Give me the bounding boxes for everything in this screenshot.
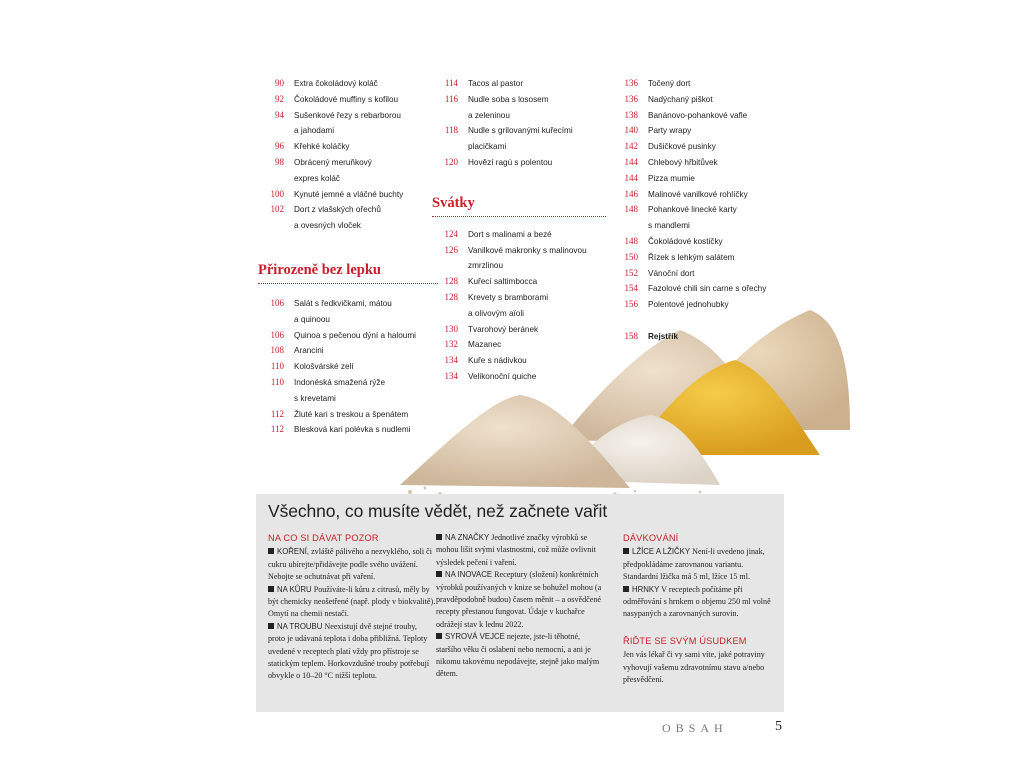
toc-title: Pohankové linecké karty xyxy=(648,205,737,215)
section-label: OBSAH xyxy=(662,721,728,735)
toc-entry[interactable] xyxy=(432,337,606,353)
toc-page-number: 112 xyxy=(270,408,284,419)
toc-title: Sušenkové řezy s rebarborou xyxy=(294,110,401,120)
toc-title: placičkami xyxy=(468,142,507,152)
info-paragraph: HRNKY V receptech počítáme při odměřování s hrnkem o objemu 250 ml volně nasypaných a zarovnaných surovin. xyxy=(623,584,771,619)
toc-entry[interactable] xyxy=(612,281,788,297)
toc-title: Kuře s nádivkou xyxy=(468,356,527,366)
toc-entry[interactable] xyxy=(612,155,788,171)
toc-page-number: 134 xyxy=(444,370,458,381)
toc-entry-continuation xyxy=(432,108,606,124)
info-heading: DÁVKOVÁNÍ xyxy=(623,533,679,543)
toc-entry-continuation xyxy=(612,218,788,234)
toc-entry[interactable] xyxy=(258,92,438,108)
toc-entry[interactable] xyxy=(432,123,606,139)
toc-title: a jahodami xyxy=(294,126,335,136)
toc-page-number: 158 xyxy=(624,330,638,341)
toc-page-number: 120 xyxy=(444,156,458,167)
toc-entry[interactable] xyxy=(612,250,788,266)
info-paragraph: NA TROUBU Neexistují dvě stejné trouby, proto je udávaná teplota i doba přibližná. Teploty uvedené v receptech platí vždy pro přístroje se statickým teplem. Horkovzdušné trouby potřebují obvykle o 10–20 °C nižší teplotu. xyxy=(268,621,430,681)
toc-list-baking xyxy=(258,76,438,234)
toc-entry[interactable] xyxy=(432,353,606,369)
toc-page-number: 98 xyxy=(275,156,284,167)
toc-title: zmrzlinou xyxy=(468,261,504,271)
toc-page-number: 152 xyxy=(624,267,638,278)
toc-page-number: 106 xyxy=(270,329,284,340)
toc-page-number: 94 xyxy=(275,109,284,120)
toc-entry[interactable] xyxy=(612,108,788,124)
toc-entry[interactable] xyxy=(432,92,606,108)
toc-title: Arancini xyxy=(294,346,324,356)
toc-title: Kološvárské zelí xyxy=(294,362,354,372)
toc-title: Obrácený meruňkový xyxy=(294,157,372,167)
toc-entry-continuation xyxy=(258,123,438,139)
toc-title: Nudle soba s lososem xyxy=(468,94,549,104)
toc-title: Kynuté jemné a vláčné buchty xyxy=(294,189,404,199)
toc-page-number: 112 xyxy=(270,424,284,435)
toc-entry-continuation xyxy=(258,391,438,407)
toc-page-number: 134 xyxy=(444,355,458,366)
toc-page-number: 144 xyxy=(624,172,638,183)
toc-entry[interactable] xyxy=(612,92,788,108)
square-bullet-icon xyxy=(623,586,629,592)
toc-title: s krevetami xyxy=(294,393,336,403)
toc-page-number: 136 xyxy=(624,78,638,88)
toc-page-number: 148 xyxy=(624,204,638,215)
toc-page-number: 114 xyxy=(444,78,458,88)
toc-page-number: 92 xyxy=(275,93,284,104)
toc-page-number: 128 xyxy=(444,276,458,287)
toc-title: Blesková kari polévka s nudlemi xyxy=(294,425,411,435)
square-bullet-icon xyxy=(436,571,442,577)
toc-entry[interactable] xyxy=(612,234,788,250)
square-bullet-icon xyxy=(268,586,274,592)
info-column-1 xyxy=(268,532,436,683)
toc-page-number: 126 xyxy=(444,244,458,255)
toc-title: Točený dort xyxy=(648,79,691,88)
toc-page-number: 138 xyxy=(624,109,638,120)
toc-page-number: 150 xyxy=(624,251,638,262)
toc-page-number: 102 xyxy=(270,204,284,215)
toc-title: Dort z vlašských ořechů xyxy=(294,205,381,215)
toc-title: Malinové vanilkové rohlíčky xyxy=(648,189,748,199)
toc-page-number: 118 xyxy=(444,125,458,136)
toc-title: Quinoa s pečenou dýní a haloumi xyxy=(294,330,416,340)
toc-title: Mazanec xyxy=(468,340,502,350)
toc-entry[interactable] xyxy=(258,155,438,171)
toc-entry[interactable] xyxy=(612,171,788,187)
toc-column-3 xyxy=(612,76,788,345)
info-heading: ŘIĎTE SE SVÝM ÚSUDKEM xyxy=(623,635,747,646)
toc-page-number: 136 xyxy=(624,93,638,104)
toc-title: Indonéská smažená rýže xyxy=(294,377,386,387)
toc-entry[interactable] xyxy=(432,369,606,385)
toc-title: Dort s malinami a bezé xyxy=(468,229,552,239)
toc-list-holidays xyxy=(432,227,606,385)
toc-title: Tvarohový beránek xyxy=(468,324,539,334)
toc-title: Žluté kari s treskou a špenátem xyxy=(294,409,409,419)
toc-page-number: 110 xyxy=(270,376,284,387)
toc-entry-continuation xyxy=(432,139,606,155)
toc-title: Polentové jednohubky xyxy=(648,300,729,310)
toc-title: a zeleninou xyxy=(468,110,510,120)
toc-page-number: 96 xyxy=(275,141,284,152)
info-column-3 xyxy=(623,532,779,686)
toc-title: Velikonoční quiche xyxy=(468,371,537,381)
square-bullet-icon xyxy=(436,534,442,540)
toc-entry[interactable] xyxy=(258,407,438,423)
toc-entry-continuation xyxy=(432,306,606,322)
toc-entry[interactable] xyxy=(258,422,438,438)
info-paragraph: NA KŮRU Používáte-li kůru z citrusů, měly by být chemicky neošetřené (např. plody v biokvalitě). Omytí na chemii nestačí. xyxy=(268,584,436,619)
toc-page-number: 128 xyxy=(444,291,458,302)
toc-list-gluten-free xyxy=(258,296,438,438)
section-title-gluten-free: Přirozeně bez lepku xyxy=(258,262,438,284)
toc-title: Hovězí ragú s polentou xyxy=(468,157,553,167)
toc-page-number: 144 xyxy=(624,156,638,167)
toc-spacer xyxy=(612,313,788,329)
info-paragraph: NA ZNAČKY Jednotlivé značky výrobků se mohou lišit svými vlastnostmi, což může ovlivnit výsledek pečení i vaření. xyxy=(436,533,596,567)
toc-entry-continuation xyxy=(258,171,438,187)
toc-page-number: 130 xyxy=(444,323,458,334)
info-paragraph: NA INOVACE Recepturу (složení) konkrétních výrobků používaných v knize se bohužel mohou (a pravděpodobně budou) časem měnit – a osvědčené recepty přestanou fungovat. Údaje v kuchařce odrážejí stav k lednu 2022. xyxy=(436,570,602,629)
toc-page-number: 132 xyxy=(444,339,458,350)
toc-entry-continuation xyxy=(258,218,438,234)
square-bullet-icon xyxy=(623,548,629,554)
toc-entry[interactable] xyxy=(258,187,438,203)
toc-entry[interactable] xyxy=(612,139,788,155)
toc-title: Banánovo-pohankové vafle xyxy=(648,110,748,120)
toc-entry[interactable] xyxy=(258,139,438,155)
info-paragraph: Jen vás lékař či vy sami víte, jaké potraviny vyhovují vašemu zdravotnímu stavu a/nebo přesvědčení. xyxy=(623,650,765,685)
toc-entry[interactable] xyxy=(432,290,606,306)
toc-page-number: 106 xyxy=(270,297,284,308)
page-number: 5 xyxy=(775,719,782,734)
toc-title: Čokoládové muffiny s kofilou xyxy=(294,94,399,104)
toc-title: Party wrapy xyxy=(648,126,692,136)
info-column-2 xyxy=(436,532,602,681)
toc-title: Dušičkové pusinky xyxy=(648,142,716,152)
section-title-holidays: Svátky xyxy=(432,195,606,217)
info-box-title: Všechno, co musíte vědět, než začnete vařit xyxy=(268,501,608,521)
square-bullet-icon xyxy=(268,548,274,554)
info-box xyxy=(256,494,784,712)
toc-entry[interactable] xyxy=(432,155,606,171)
toc-title: Kuřecí saltimbocca xyxy=(468,277,538,287)
toc-title: Krevety s bramborami xyxy=(468,292,549,302)
toc-entry[interactable] xyxy=(258,343,438,359)
toc-page-number: 90 xyxy=(275,78,284,88)
info-paragraph: SYROVÁ VEJCE nejezte, jste-li těhotné, staršího věku či oslabení nebo nemocní, a ani je nikomu takovému nepodávejte, stejně jako malým dětem. xyxy=(436,632,600,679)
toc-page-number: 154 xyxy=(624,283,638,294)
toc-title: Křehké koláčky xyxy=(294,142,350,152)
toc-entry[interactable] xyxy=(258,359,438,375)
toc-entry[interactable] xyxy=(432,274,606,290)
square-bullet-icon xyxy=(436,633,442,639)
toc-page-number: 110 xyxy=(270,361,284,372)
toc-entry[interactable] xyxy=(258,328,438,344)
toc-list-main-dishes xyxy=(432,76,606,171)
toc-title: Vánoční dort xyxy=(648,268,695,278)
toc-page-number: 142 xyxy=(624,141,638,152)
toc-title: Pizza mumie xyxy=(648,173,695,183)
toc-entry-index[interactable] xyxy=(612,329,788,345)
toc-title: expres koláč xyxy=(294,173,340,183)
toc-entry[interactable] xyxy=(612,202,788,218)
toc-title: Extra čokoládový koláč xyxy=(294,79,378,88)
toc-entry[interactable] xyxy=(612,297,788,313)
toc-entry[interactable] xyxy=(612,266,788,282)
toc-column-1 xyxy=(258,76,438,438)
toc-entry[interactable] xyxy=(612,187,788,203)
toc-title: Chlebový hřbitůvek xyxy=(648,157,718,167)
toc-entry-continuation xyxy=(432,258,606,274)
toc-title: Nadýchaný piškot xyxy=(648,94,713,104)
toc-title: a ovesných vloček xyxy=(294,221,361,231)
toc-title: Fazolové chili sin carne s ořechy xyxy=(648,284,767,294)
toc-entry[interactable] xyxy=(258,108,438,124)
toc-page-number: 146 xyxy=(624,188,638,199)
toc-page-number: 100 xyxy=(270,188,284,199)
square-bullet-icon xyxy=(268,623,274,629)
toc-title: Nudle s grilovanými kuřecími xyxy=(468,126,573,136)
toc-title: Tacos al pastor xyxy=(468,79,524,88)
toc-entry[interactable] xyxy=(432,227,606,243)
info-paragraph: KOŘENÍ, zvláště pálivého a nezvyklého, soli či cukru ubírejte/přidávejte podle svého uvážení. Nebojte se ochutnávat při vaření. xyxy=(268,547,433,582)
info-paragraph: LŽÍCE A LŽIČKY Není-li uvedeno jinak, předpokládáme zarovnanou variantu. Standardní lžička má 5 ml, lžíce 15 ml. xyxy=(623,547,765,582)
toc-column-2 xyxy=(432,76,606,385)
toc-entry-continuation xyxy=(258,312,438,328)
toc-entry[interactable] xyxy=(258,202,438,218)
toc-title: s mandlemi xyxy=(648,221,690,231)
toc-page-number: 140 xyxy=(624,125,638,136)
toc-entry[interactable] xyxy=(432,322,606,338)
info-heading: NA CO SI DÁVAT POZOR xyxy=(268,533,379,543)
toc-page-number: 116 xyxy=(444,93,458,104)
toc-title: a olivovým aïoli xyxy=(468,308,524,318)
toc-page-number: 148 xyxy=(624,235,638,246)
toc-entry[interactable] xyxy=(432,243,606,259)
toc-entry[interactable] xyxy=(258,296,438,312)
toc-entry[interactable] xyxy=(258,375,438,391)
toc-entry[interactable] xyxy=(432,76,606,92)
toc-title: Rejstřík xyxy=(648,331,679,341)
toc-title: Řízek s lehkým salátem xyxy=(648,252,735,262)
toc-title: a quinoou xyxy=(294,314,330,324)
toc-title: Čokoládové kostičky xyxy=(648,236,723,246)
toc-title: Vanilkové makronky s malinovou xyxy=(468,245,587,255)
toc-title: Salát s ředkvičkami, mátou xyxy=(294,298,392,308)
toc-page-number: 108 xyxy=(270,345,284,356)
toc-entry[interactable] xyxy=(258,76,438,92)
toc-page-number: 124 xyxy=(444,228,458,239)
toc-entry[interactable] xyxy=(612,123,788,139)
toc-page-number: 156 xyxy=(624,299,638,310)
toc-entry[interactable] xyxy=(612,76,788,92)
